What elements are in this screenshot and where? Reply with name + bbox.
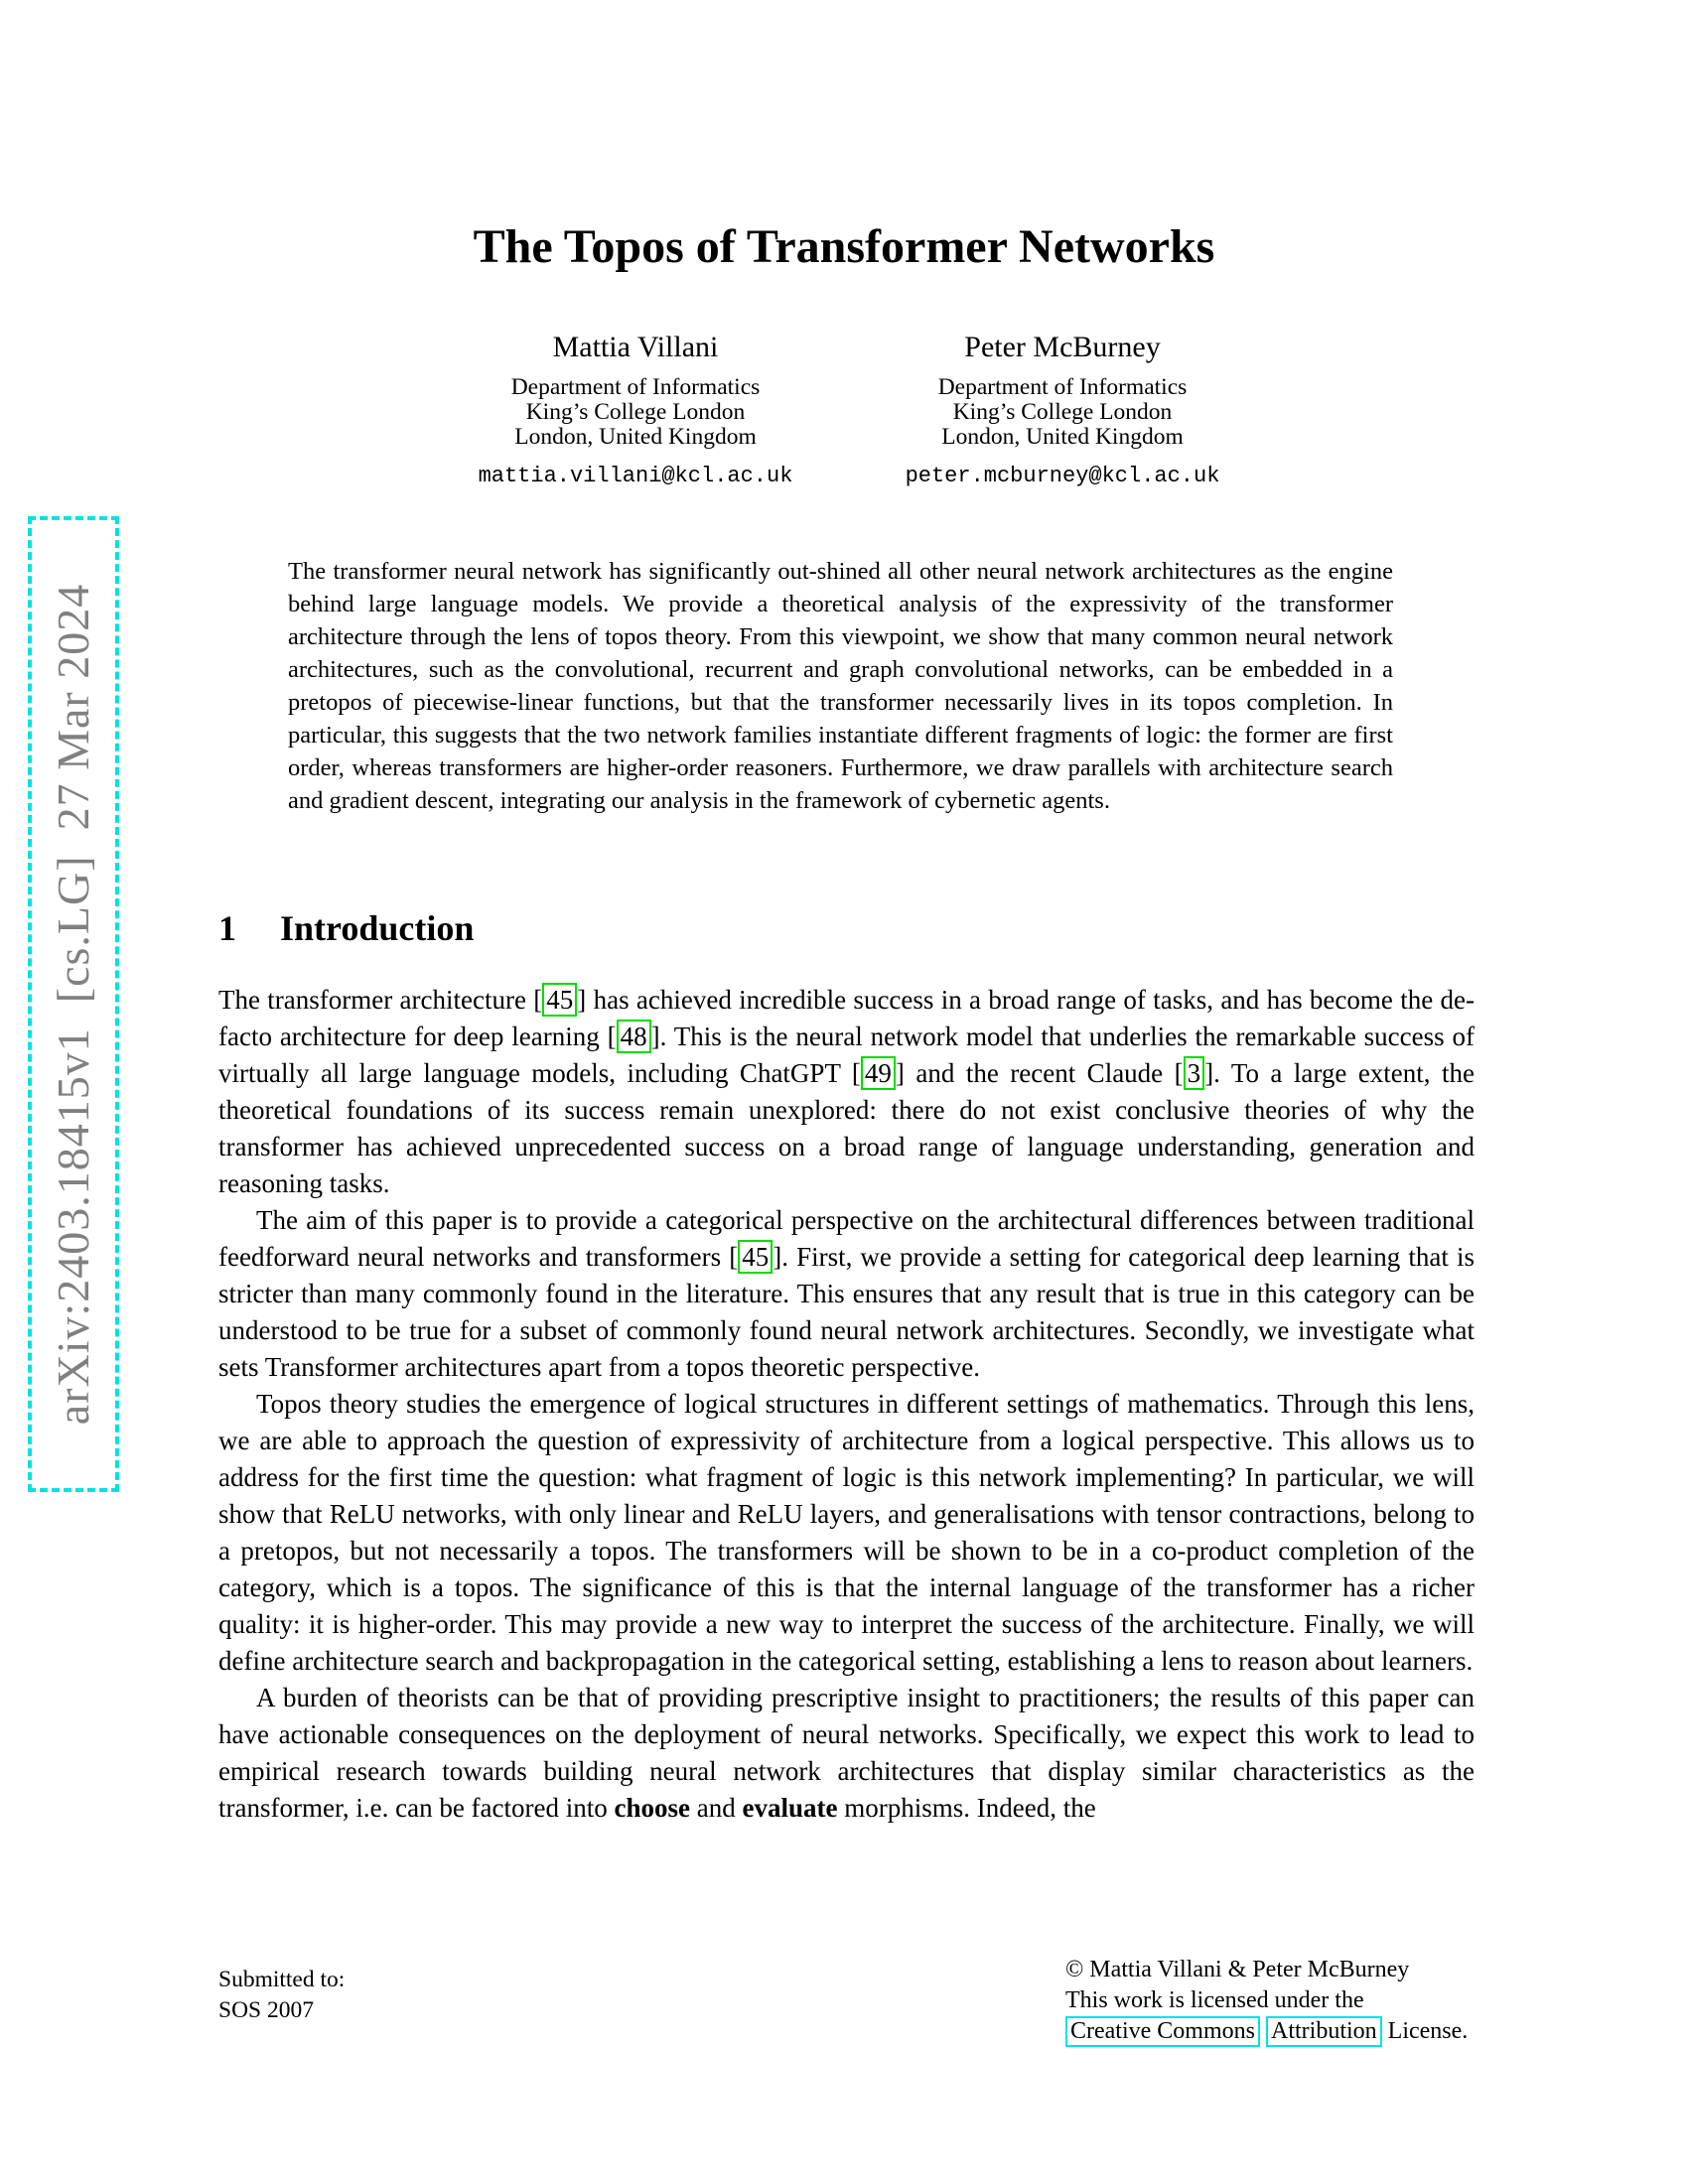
- citation-ref[interactable]: 3: [1184, 1056, 1205, 1090]
- section-title: Introduction: [280, 908, 475, 948]
- footer-license: [1065, 1955, 1468, 2047]
- submitted-to-label: Submitted to:: [218, 1967, 346, 1992]
- license-line-1: This work is licensed under the: [1065, 1987, 1364, 2013]
- copyright-line: © Mattia Villani & Peter McBurney: [1065, 1957, 1410, 1982]
- footer-submitted: [218, 1965, 345, 2026]
- citation-ref[interactable]: 49: [861, 1056, 896, 1090]
- citation-ref[interactable]: 45: [738, 1240, 773, 1274]
- paper-title: The Topos of Transformer Networks: [473, 220, 1215, 273]
- section-heading: [218, 907, 474, 949]
- paragraph-2: The aim of this paper is to provide a categorical perspective on the architectural differences between traditional feedforward neural networks and transformers [ 45 ]. First, we provide a setting for categorical deep learning that is stricter than many commonly found in the literature. This ensures that any result that is true in this category can be understood to be true for a subset of commonly found neural network architectures. Secondly, we investigate what sets Transformer architectures apart from a topos theoretic perspective.: [218, 1205, 1475, 1382]
- paragraph-3: Topos theory studies the emergence of logical structures in different settings of mathematics. Through this lens, we are able to approach the question of expressivity of architecture from a logical perspective. This allows us to address for the first time the question: what fragment of logic is this network implementing? In particular, we will show that ReLU networks, with only linear and ReLU layers, and generalisations with tensor contractions, belong to a pretopos, but not necessarily a topos. The transformers will be shown to be in a co-product completion of the category, which is a topos. The significance of this is that the internal language of the transformer has a richer quality: it is higher-order. This may provide a new way to interpret the success of the architecture. Finally, we will define architecture search and backpropagation in the categorical setting, establishing a lens to reason about learners.: [218, 1389, 1475, 1676]
- affiliation-line: Department of Informatics: [937, 374, 1188, 400]
- affiliation-line: London, United Kingdom: [941, 424, 1184, 450]
- author-email: peter.mcburney@kcl.ac.uk: [905, 464, 1220, 488]
- affiliation-line: Department of Informatics: [510, 374, 761, 400]
- introduction-body: [218, 982, 1475, 1827]
- bold-term: choose: [614, 1793, 690, 1823]
- venue-label: SOS 2007: [218, 1997, 314, 2023]
- bold-term: evaluate: [742, 1793, 838, 1823]
- affiliation-line: King’s College London: [525, 399, 746, 425]
- section-number: 1: [218, 908, 236, 948]
- paragraph-4: A burden of theorists can be that of providing prescriptive insight to practitioners; the results of this paper can have actionable consequences on the deployment of neural networks. Specifically, we expect this work to lead to empirical research towards building neural network architectures that display similar characteristics as the transformer, i.e. can be factored into choose and evaluate morphisms. Indeed, the: [218, 1683, 1475, 1823]
- author-name: Mattia Villani: [552, 331, 719, 363]
- citation-ref[interactable]: 45: [542, 983, 577, 1017]
- author-name: Peter McBurney: [964, 331, 1161, 363]
- license-link[interactable]: Attribution: [1266, 2016, 1382, 2047]
- license-link[interactable]: Creative Commons: [1065, 2016, 1260, 2047]
- arxiv-watermark: [28, 516, 119, 1492]
- arxiv-watermark-text: arXiv:2403.18415v1 [cs.LG] 27 Mar 2024: [48, 583, 99, 1426]
- author-email: mattia.villani@kcl.ac.uk: [478, 464, 793, 488]
- license-line-2: Creative Commons Attribution License.: [1065, 2016, 1468, 2047]
- author-block-2: [854, 332, 1271, 488]
- affiliation-line: King’s College London: [952, 399, 1173, 425]
- affiliation-line: London, United Kingdom: [514, 424, 757, 450]
- paragraph-1: The transformer architecture [ 45 ] has achieved incredible success in a broad range of tasks, and has become the de-facto architecture for deep learning [ 48 ]. This is the neural network model that underlies the remarkable success of virtually all large language models, including ChatGPT [ 49 ] and the recent Claude [ 3 ]. To a large extent, the theoretical foundations of its success remain unexplored: there do not exist conclusive theories of why the transformer has achieved unprecedented success on a broad range of language understanding, generation and reasoning tasks.: [218, 985, 1475, 1198]
- citation-ref[interactable]: 48: [617, 1020, 651, 1053]
- abstract-text: The transformer neural network has significantly out-shined all other neural network architectures as the engine behind large language models. We provide a theoretical analysis of the expressivity of the transformer architecture through the lens of topos theory. From this viewpoint, we show that many common neural network architectures, such as the convolutional, recurrent and graph convolutional networks, can be embedded in a pretopos of piecewise-linear functions, but that the transformer necessarily lives in its topos completion. In particular, this suggests that the two network families instantiate different fragments of logic: the former are first order, whereas transformers are higher-order reasoners. Furthermore, we draw parallels with architecture search and gradient descent, integrating our analysis in the framework of cybernetic agents.: [288, 558, 1393, 814]
- author-block-1: [427, 332, 844, 488]
